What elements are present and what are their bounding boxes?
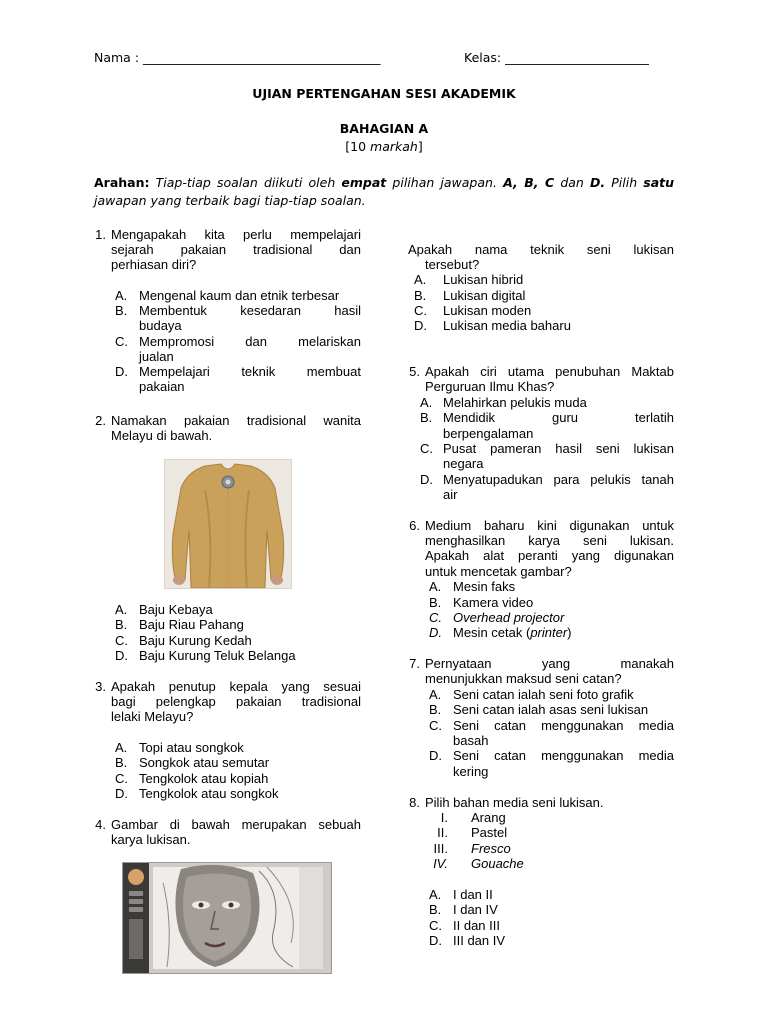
question-text-line: Apakah alat peranti yang digunakan xyxy=(425,548,674,563)
question-number: 3. xyxy=(95,679,106,694)
marks-close: ] xyxy=(417,139,423,154)
option-letter: A. xyxy=(420,395,433,410)
option-letter: D. xyxy=(414,318,427,333)
option-text: Overhead projector xyxy=(453,610,565,625)
option-text: Kamera video xyxy=(453,595,534,610)
option-text: III dan IV xyxy=(453,933,506,948)
section-title: BAHAGIAN A xyxy=(339,121,429,136)
option-letter: D. xyxy=(420,472,433,487)
option-text: Tengkolok atau songkok xyxy=(139,786,279,801)
question-text-line: Medium baharu kini digunakan untuk xyxy=(425,518,674,533)
instructions-emphasis: satu xyxy=(643,175,675,190)
option-text: Seni catan ialah asas seni lukisan xyxy=(453,702,649,717)
question-text-line: sejarah pakaian tradisional dan xyxy=(111,242,361,257)
option-text: Lukisan moden xyxy=(443,303,532,318)
question-text-line: Pernyataan yang manakah xyxy=(425,656,674,671)
option-text: I dan IV xyxy=(453,902,498,917)
option-text: Seni catan menggunakan media xyxy=(453,718,674,733)
media-item: Gouache xyxy=(471,856,524,871)
option-text: Tengkolok atau kopiah xyxy=(139,771,269,786)
marks-note xyxy=(0,139,768,154)
option-letter: D. xyxy=(429,748,442,763)
question-number: 8. xyxy=(409,795,420,810)
option-letter: C. xyxy=(115,334,128,349)
option-letter: D. xyxy=(429,625,442,640)
option-text-part: ) xyxy=(567,625,572,640)
option-text: Songkok atau semutar xyxy=(139,755,270,770)
option-letter: C. xyxy=(414,303,427,318)
instructions-emphasis: D. xyxy=(590,175,606,190)
question-text-line: Apakah penutup kepala yang sesuai xyxy=(111,679,361,694)
nama-label: Nama : xyxy=(94,50,140,65)
kelas-field xyxy=(464,50,649,65)
option-text: pakaian xyxy=(139,379,185,394)
option-text: Mesin faks xyxy=(453,579,516,594)
question-text-line: lelaki Melayu? xyxy=(111,709,194,724)
option-text xyxy=(453,625,572,640)
option-letter: D. xyxy=(429,933,442,948)
question-number: 1. xyxy=(95,227,106,242)
option-letter: B. xyxy=(115,755,128,770)
instructions-line-1 xyxy=(94,175,674,190)
option-text: Lukisan digital xyxy=(443,288,526,303)
question-text-line: Melayu di bawah. xyxy=(111,428,213,443)
question-text-line: menunjukkan maksud seni catan? xyxy=(425,671,622,686)
option-letter: A. xyxy=(429,579,442,594)
option-text: Menyatupadukan para pelukis tanah xyxy=(443,472,674,487)
question-text-line: karya lukisan. xyxy=(111,832,191,847)
option-letter: D. xyxy=(115,648,128,663)
option-text: Baju Kurung Kedah xyxy=(139,633,252,648)
option-letter: A. xyxy=(414,272,427,287)
option-letter: A. xyxy=(115,740,128,755)
option-letter: A. xyxy=(115,602,128,617)
digital-painting-illustration xyxy=(123,863,331,973)
media-item: Fresco xyxy=(471,841,511,856)
instructions-label: Arahan: xyxy=(94,175,150,190)
option-text: Seni catan menggunakan media xyxy=(453,748,674,763)
question-text-line: Apakah ciri utama penubuhan Maktab xyxy=(425,364,674,379)
instructions-text: pilihan jawapan. xyxy=(386,175,504,190)
question-text-line: Perguruan Ilmu Khas? xyxy=(425,379,555,394)
roman-numeral: IV. xyxy=(433,856,448,871)
roman-numeral: II. xyxy=(437,825,448,840)
question-number: 7. xyxy=(409,656,420,671)
option-text: negara xyxy=(443,456,484,471)
question-text-line: Pilih bahan media seni lukisan. xyxy=(425,795,604,810)
question-text-line: Mengapakah kita perlu mempelajari xyxy=(111,227,361,242)
option-text: Membentuk kesedaran hasil xyxy=(139,303,361,318)
question-number: 2. xyxy=(95,413,106,428)
option-text: Lukisan hibrid xyxy=(443,272,524,287)
option-letter: C. xyxy=(429,718,442,733)
option-letter: A. xyxy=(429,687,442,702)
option-text: Mengenal kaum dan etnik terbesar xyxy=(139,288,340,303)
baju-photo xyxy=(164,459,292,589)
option-text: Seni catan ialah seni foto grafik xyxy=(453,687,634,702)
option-text: Melahirkan pelukis muda xyxy=(443,395,587,410)
question-text-line: Apakah nama teknik seni lukisan xyxy=(408,242,674,257)
marks-open: [10 xyxy=(345,139,371,154)
question-text-line: Namakan pakaian tradisional wanita xyxy=(111,413,361,428)
instructions-text: Tiap-tiap soalan diikuti oleh xyxy=(149,175,342,190)
option-text: Mempelajari teknik membuat xyxy=(139,364,361,379)
option-letter: B. xyxy=(420,410,433,425)
option-text-italic: printer xyxy=(530,625,568,640)
instructions-line-2: jawapan yang terbaik bagi tiap-tiap soalan. xyxy=(94,193,366,208)
option-text: I dan II xyxy=(453,887,493,902)
option-text: berpengalaman xyxy=(443,426,534,441)
option-letter: A. xyxy=(115,288,128,303)
option-letter: D. xyxy=(115,786,128,801)
option-letter: B. xyxy=(429,702,442,717)
option-letter: C. xyxy=(429,918,442,933)
question-text-line: bagi pelengkap pakaian tradisional xyxy=(111,694,361,709)
exam-title: UJIAN PERTENGAHAN SESI AKADEMIK xyxy=(252,86,516,101)
question-text-line: tersebut? xyxy=(425,257,480,272)
option-text: Baju Riau Pahang xyxy=(139,617,244,632)
roman-numeral: I. xyxy=(440,810,448,825)
baju-garment-illustration xyxy=(165,460,291,588)
option-text: Lukisan media baharu xyxy=(443,318,571,333)
option-letter: B. xyxy=(115,617,128,632)
question-number: 6. xyxy=(409,518,420,533)
nama-blank-line: ______________________________________ xyxy=(143,50,381,65)
kelas-label: Kelas: xyxy=(464,50,502,65)
question-text-line: perhiasan diri? xyxy=(111,257,197,272)
question-text-line: untuk mencetak gambar? xyxy=(425,564,572,579)
option-text: II dan III xyxy=(453,918,500,933)
option-letter: B. xyxy=(414,288,427,303)
nama-field xyxy=(94,50,381,65)
option-text: budaya xyxy=(139,318,182,333)
media-item: Arang xyxy=(471,810,506,825)
option-text-part: Mesin cetak ( xyxy=(453,625,531,640)
option-letter: C. xyxy=(115,633,128,648)
option-letter: C. xyxy=(429,610,442,625)
question-number: 5. xyxy=(409,364,420,379)
option-letter: C. xyxy=(115,771,128,786)
option-text: air xyxy=(443,487,458,502)
option-text: Mempromosi dan melariskan xyxy=(139,334,361,349)
digital-painting-photo xyxy=(122,862,332,974)
option-letter: B. xyxy=(429,902,442,917)
marks-word: markah xyxy=(370,139,418,154)
option-text: Baju Kurung Teluk Belanga xyxy=(139,648,296,663)
option-letter: D. xyxy=(115,364,128,379)
media-item: Pastel xyxy=(471,825,508,840)
roman-numeral: III. xyxy=(433,841,448,856)
instructions-emphasis: empat xyxy=(341,175,387,190)
option-text: jualan xyxy=(139,349,174,364)
option-text: Baju Kebaya xyxy=(139,602,213,617)
question-number: 4. xyxy=(95,817,106,832)
question-text-line: menghasilkan karya seni lukisan. xyxy=(425,533,674,548)
instructions-text: Pilih xyxy=(605,175,644,190)
option-text: Topi atau songkok xyxy=(139,740,244,755)
kelas-blank-line: _______________________ xyxy=(505,50,649,65)
option-text: basah xyxy=(453,733,489,748)
option-letter: C. xyxy=(420,441,433,456)
option-text: Pusat pameran hasil seni lukisan xyxy=(443,441,674,456)
instructions-text: dan xyxy=(554,175,590,190)
option-text: Mendidik guru terlatih xyxy=(443,410,674,425)
option-text: kering xyxy=(453,764,489,779)
question-text-line: Gambar di bawah merupakan sebuah xyxy=(111,817,361,832)
instructions-emphasis: A, B, C xyxy=(503,175,555,190)
option-letter: B. xyxy=(115,303,128,318)
option-letter: A. xyxy=(429,887,442,902)
option-letter: B. xyxy=(429,595,442,610)
